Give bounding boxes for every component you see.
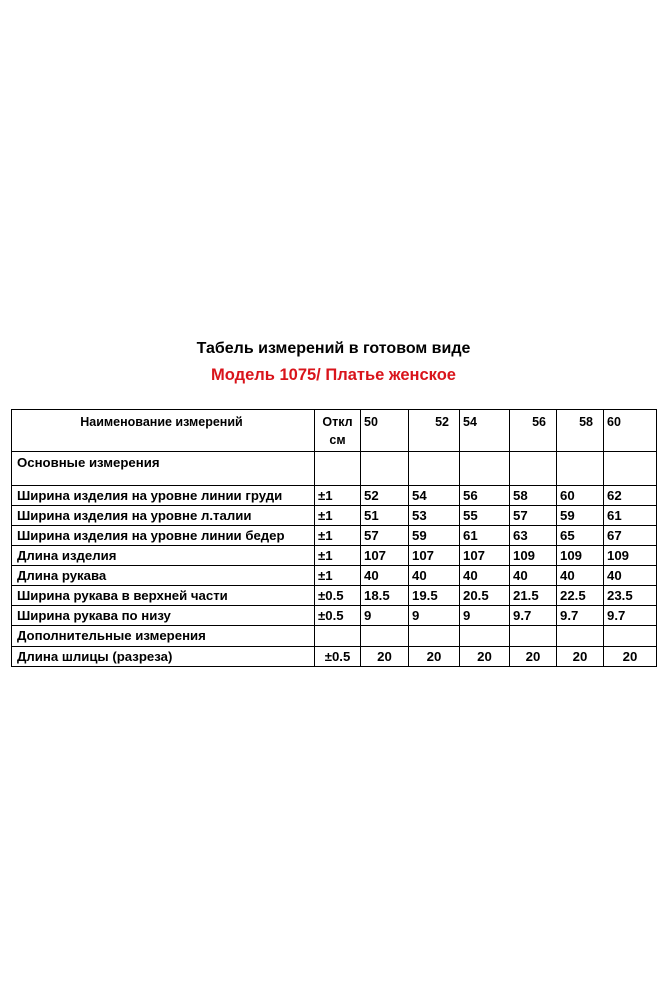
- measurement-name: Ширина изделия на уровне линии груди: [12, 486, 315, 506]
- table-row: [12, 647, 657, 667]
- table-header-row: [12, 410, 657, 452]
- measurement-name: Ширина изделия на уровне л.талии: [12, 506, 315, 526]
- empty-cell: [460, 452, 510, 486]
- tolerance-cell: ±1: [315, 506, 361, 526]
- model-subtitle: Модель 1075/ Платье женское: [211, 366, 456, 384]
- size-value-cell: 56: [460, 486, 510, 506]
- size-value-cell: 9.7: [604, 606, 657, 626]
- measurement-name: Ширина изделия на уровне линии бедер: [12, 526, 315, 546]
- tolerance-cell: ±0.5: [315, 606, 361, 626]
- tolerance-cell: ±1: [315, 566, 361, 586]
- empty-cell: [604, 452, 657, 486]
- size-value-cell: 40: [604, 566, 657, 586]
- empty-cell: [557, 626, 604, 647]
- empty-cell: [361, 626, 409, 647]
- size-value-cell: 62: [604, 486, 657, 506]
- header-size-cell: 58: [557, 410, 604, 452]
- size-value-cell: 59: [557, 506, 604, 526]
- size-value-cell: 52: [361, 486, 409, 506]
- table-row: [12, 526, 657, 546]
- section-label-extra: Дополнительные измерения: [12, 626, 315, 647]
- size-value-cell: 54: [409, 486, 460, 506]
- size-value-cell: 18.5: [361, 586, 409, 606]
- table-row: [12, 606, 657, 626]
- empty-cell: [604, 626, 657, 647]
- size-value-cell: 40: [361, 566, 409, 586]
- section-row-extra: [12, 626, 657, 647]
- size-value-cell: 21.5: [510, 586, 557, 606]
- size-value-cell: 109: [604, 546, 657, 566]
- tolerance-cell: ±1: [315, 486, 361, 506]
- tolerance-cell: ±1: [315, 546, 361, 566]
- size-value-cell: 65: [557, 526, 604, 546]
- size-value-cell: 57: [361, 526, 409, 546]
- measurement-name: Длина изделия: [12, 546, 315, 566]
- tolerance-cell: ±0.5: [315, 586, 361, 606]
- size-value-cell: 22.5: [557, 586, 604, 606]
- measurement-name: Длина рукава: [12, 566, 315, 586]
- size-value-cell: 53: [409, 506, 460, 526]
- size-value-cell: 61: [604, 506, 657, 526]
- size-value-cell: 9: [409, 606, 460, 626]
- size-value-cell: 109: [557, 546, 604, 566]
- size-value-cell: 9.7: [557, 606, 604, 626]
- table-row: [12, 486, 657, 506]
- header-name-cell: Наименование измерений: [12, 410, 315, 452]
- measurements-table: [11, 409, 657, 667]
- section-row-main: [12, 452, 657, 486]
- header-tolerance-cell: Откл см: [315, 410, 361, 452]
- size-value-cell: 51: [361, 506, 409, 526]
- size-value-cell: 23.5: [604, 586, 657, 606]
- empty-cell: [510, 626, 557, 647]
- empty-cell: [460, 626, 510, 647]
- size-value-cell: 20: [557, 647, 604, 667]
- document-title: Табель измерений в готовом виде: [196, 340, 471, 357]
- header-size-cell: 50: [361, 410, 409, 452]
- size-value-cell: 20: [460, 647, 510, 667]
- empty-cell: [510, 452, 557, 486]
- header-size-cell: 52: [409, 410, 460, 452]
- measurement-name: Ширина рукава по низу: [12, 606, 315, 626]
- size-value-cell: 20: [510, 647, 557, 667]
- tolerance-cell: ±0.5: [315, 647, 361, 667]
- size-value-cell: 63: [510, 526, 557, 546]
- size-value-cell: 60: [557, 486, 604, 506]
- size-value-cell: 20: [361, 647, 409, 667]
- empty-cell: [361, 452, 409, 486]
- measurement-name: Длина шлицы (разреза): [12, 647, 315, 667]
- measurement-name: Ширина рукава в верхней части: [12, 586, 315, 606]
- size-value-cell: 40: [409, 566, 460, 586]
- size-value-cell: 107: [409, 546, 460, 566]
- size-value-cell: 55: [460, 506, 510, 526]
- table-row: [12, 566, 657, 586]
- size-value-cell: 40: [510, 566, 557, 586]
- size-value-cell: 40: [557, 566, 604, 586]
- size-value-cell: 107: [460, 546, 510, 566]
- empty-cell: [557, 452, 604, 486]
- size-value-cell: 61: [460, 526, 510, 546]
- empty-cell: [315, 452, 361, 486]
- size-value-cell: 19.5: [409, 586, 460, 606]
- size-value-cell: 58: [510, 486, 557, 506]
- table-row: [12, 586, 657, 606]
- header-size-cell: 54: [460, 410, 510, 452]
- table-row: [12, 546, 657, 566]
- empty-cell: [409, 626, 460, 647]
- size-value-cell: 107: [361, 546, 409, 566]
- tolerance-cell: ±1: [315, 526, 361, 546]
- size-value-cell: 67: [604, 526, 657, 546]
- size-value-cell: 109: [510, 546, 557, 566]
- size-value-cell: 57: [510, 506, 557, 526]
- section-label-main: Основные измерения: [12, 452, 315, 486]
- size-value-cell: 20: [409, 647, 460, 667]
- size-value-cell: 20: [604, 647, 657, 667]
- size-value-cell: 9: [460, 606, 510, 626]
- size-value-cell: 40: [460, 566, 510, 586]
- size-value-cell: 9.7: [510, 606, 557, 626]
- size-value-cell: 59: [409, 526, 460, 546]
- size-value-cell: 20.5: [460, 586, 510, 606]
- header-size-cell: 56: [510, 410, 557, 452]
- size-value-cell: 9: [361, 606, 409, 626]
- header-size-cell: 60: [604, 410, 657, 452]
- empty-cell: [409, 452, 460, 486]
- table-row: [12, 506, 657, 526]
- empty-cell: [315, 626, 361, 647]
